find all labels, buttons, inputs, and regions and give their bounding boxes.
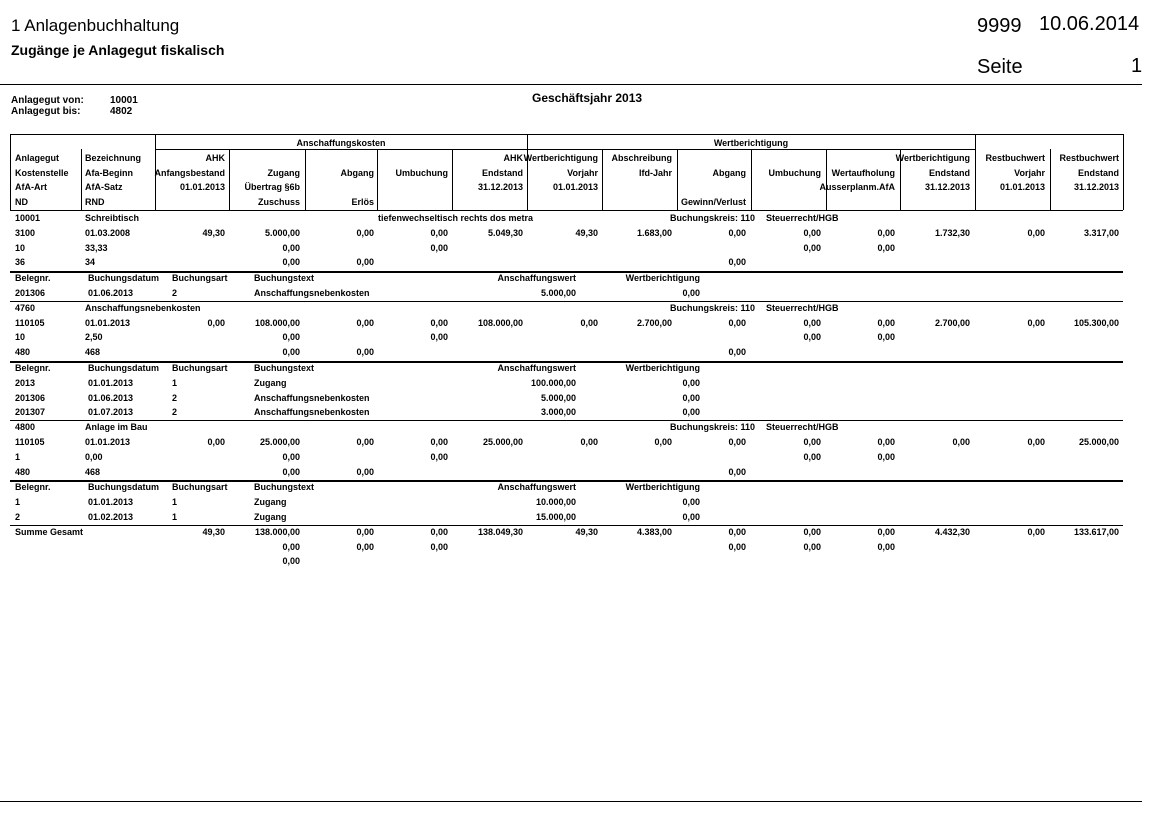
- asset-value: 0,00: [803, 242, 821, 253]
- column-header-8-0: Abschreibung: [611, 153, 672, 163]
- asset-value: 0,00: [282, 242, 300, 253]
- total-value: 138.000,00: [254, 526, 300, 537]
- column-divider: [751, 149, 752, 210]
- asset-name: Anlage im Bau: [85, 422, 148, 433]
- asset-value: 49,30: [202, 227, 225, 238]
- posting-value: 0,00: [682, 407, 700, 418]
- asset-value: 0,00: [803, 227, 821, 238]
- asset-name: Anschaffungsnebenkosten: [85, 302, 201, 313]
- column-header-12-2: 31.12.2013: [924, 182, 970, 192]
- posting-header-aw: Anschaffungswert: [497, 363, 576, 373]
- asset-value: 0,00: [728, 347, 746, 358]
- asset-value: 110105: [15, 437, 45, 447]
- column-header-1-1: Afa-Beginn: [85, 168, 133, 178]
- asset-value: 0,00: [580, 317, 598, 328]
- posting-value: 5.000,00: [540, 288, 576, 298]
- column-header-7-2: 01.01.2013: [552, 182, 598, 192]
- posting-value: 2013: [15, 377, 36, 388]
- asset-id: 4800: [15, 422, 36, 433]
- column-header-1-3: RND: [85, 197, 105, 207]
- asset-value: 0,00: [85, 451, 103, 462]
- posting-value: 15.000,00: [535, 512, 576, 522]
- asset-value: 105.300,00: [1073, 317, 1119, 328]
- asset-value: 0,00: [430, 437, 448, 447]
- posting-header-text: Buchungstext: [254, 482, 315, 493]
- asset-value: 0,00: [728, 317, 746, 328]
- asset-recht: Steuerrecht/HGB: [766, 302, 839, 313]
- asset-value: 3100: [15, 227, 36, 238]
- posting-value: 201306: [15, 392, 46, 403]
- column-header-3-2: Übertrag §6b: [244, 182, 300, 192]
- total-value: 0,00: [877, 526, 895, 537]
- asset-value: 108.000,00: [477, 317, 523, 328]
- asset-value: 0,00: [282, 451, 300, 462]
- total-value: 133.617,00: [1073, 526, 1119, 537]
- total-value: 4.383,00: [636, 526, 672, 537]
- asset-value: 0,00: [207, 317, 225, 328]
- column-divider: [81, 149, 82, 210]
- asset-value: 468: [85, 347, 101, 358]
- posting-header-text: Buchungstext: [254, 363, 315, 373]
- posting-header-datum: Buchungsdatum: [88, 273, 159, 284]
- column-header-11-1: Wertaufholung: [831, 168, 895, 178]
- row-rule: [10, 525, 1123, 526]
- posting-value: Zugang: [254, 512, 287, 522]
- column-header-13-2: 01.01.2013: [999, 182, 1045, 192]
- posting-value: 01.02.2013: [88, 512, 134, 522]
- posting-value: Anschaffungsnebenkosten: [254, 407, 370, 418]
- posting-value: Anschaffungsnebenkosten: [254, 392, 370, 403]
- asset-value: 5.000,00: [264, 227, 300, 238]
- column-header-3-1: Zugang: [267, 168, 300, 178]
- column-header-10-1: Umbuchung: [768, 168, 821, 178]
- row-rule: [10, 420, 1123, 421]
- total-value: 0,00: [728, 541, 746, 552]
- posting-value: 0,00: [682, 392, 700, 403]
- asset-value: 0,00: [356, 466, 374, 477]
- asset-value: 0,00: [877, 332, 895, 343]
- asset-value: 2,50: [85, 332, 103, 343]
- posting-header-aw: Anschaffungswert: [497, 273, 576, 284]
- asset-buchungskreis: Buchungskreis: 110: [669, 302, 755, 313]
- asset-value: 0,00: [282, 347, 300, 358]
- asset-value: 0,00: [356, 227, 374, 238]
- asset-value: 0,00: [430, 242, 448, 253]
- posting-value: 5.000,00: [540, 392, 576, 403]
- total-label: Summe Gesamt: [15, 526, 84, 537]
- company-title: 1 Anlagenbuchhaltung: [11, 16, 180, 35]
- posting-value: 2: [172, 392, 178, 403]
- posting-value: 01.01.2013: [88, 377, 134, 388]
- report-date: 10.06.2014: [1039, 13, 1140, 35]
- page-number: 1: [1131, 55, 1143, 77]
- column-header-0-3: ND: [15, 197, 28, 207]
- column-header-0-1: Kostenstelle: [15, 168, 69, 178]
- posting-header-datum: Buchungsdatum: [88, 363, 159, 373]
- posting-value: Anschaffungsnebenkosten: [254, 288, 370, 298]
- asset-value: 0,00: [430, 451, 448, 462]
- range-from-label: Anlagegut von:: [11, 95, 84, 106]
- asset-value: 0,00: [430, 317, 448, 328]
- asset-value: 36: [15, 257, 26, 268]
- footer-rule: [0, 801, 1142, 802]
- asset-value: 0,00: [654, 437, 672, 447]
- column-header-8-1: lfd-Jahr: [638, 168, 672, 178]
- posting-value: 01.01.2013: [88, 497, 134, 508]
- column-header-7-0: Wertberichtigung: [523, 153, 598, 163]
- column-header-0-0: Anlagegut: [15, 153, 59, 163]
- total-value: 0,00: [803, 526, 821, 537]
- asset-value: 0,00: [282, 466, 300, 477]
- column-header-13-0: Restbuchwert: [985, 153, 1045, 163]
- asset-value: 0,00: [430, 227, 448, 238]
- asset-value: 0,00: [877, 451, 895, 462]
- posting-value: 201307: [15, 407, 46, 418]
- asset-name: Schreibtisch: [85, 213, 140, 223]
- row-rule: [10, 210, 1123, 211]
- posting-value: 0,00: [682, 497, 700, 508]
- asset-recht: Steuerrecht/HGB: [766, 213, 839, 223]
- posting-value: 1: [15, 497, 21, 508]
- asset-value: 01.03.2008: [85, 227, 131, 238]
- asset-value: 10: [15, 332, 26, 343]
- total-value: 0,00: [1027, 526, 1045, 537]
- asset-value: 01.01.2013: [85, 317, 131, 328]
- posting-header-datum: Buchungsdatum: [88, 482, 159, 493]
- asset-value: 1.732,30: [934, 227, 970, 238]
- total-value: 0,00: [356, 541, 374, 552]
- column-header-0-2: AfA-Art: [15, 182, 47, 192]
- asset-value: 2.700,00: [934, 317, 970, 328]
- column-header-14-2: 31.12.2013: [1073, 182, 1119, 192]
- posting-value: Zugang: [254, 497, 287, 508]
- column-divider: [305, 149, 306, 210]
- column-divider: [1050, 149, 1051, 210]
- asset-value: 33,33: [85, 242, 108, 253]
- asset-value: 110105: [15, 317, 45, 328]
- column-header-6-2: 31.12.2013: [477, 182, 523, 192]
- asset-value: 10: [15, 242, 26, 253]
- asset-value: 0,00: [580, 437, 598, 447]
- column-header-11-2: Ausserplanm.AfA: [819, 182, 895, 192]
- range-from-value: 10001: [110, 95, 138, 106]
- row-rule: [155, 149, 975, 150]
- posting-value: 1: [172, 497, 178, 508]
- posting-value: 3.000,00: [540, 407, 576, 418]
- asset-value: 0,00: [952, 437, 970, 447]
- asset-value: 480: [15, 347, 31, 358]
- page-label: Seite: [977, 56, 1023, 78]
- column-header-1-0: Bezeichnung: [85, 153, 142, 163]
- column-divider: [229, 149, 230, 210]
- column-header-13-1: Vorjahr: [1014, 168, 1045, 178]
- posting-header-wb: Wertberichtigung: [625, 482, 700, 493]
- range-to-label: Anlagegut bis:: [11, 106, 81, 117]
- column-header-9-1: Abgang: [712, 168, 746, 178]
- total-value: 0,00: [877, 541, 895, 552]
- column-header-9-3: Gewinn/Verlust: [680, 197, 746, 207]
- column-header-2-2: 01.01.2013: [179, 182, 225, 192]
- asset-value: 0,00: [728, 466, 746, 477]
- asset-note: tiefenwechseltisch rechts dos metra: [378, 213, 534, 223]
- posting-value: 0,00: [682, 512, 700, 522]
- posting-header-beleg: Belegnr.: [15, 482, 51, 493]
- posting-header-wb: Wertberichtigung: [625, 273, 700, 284]
- asset-value: 0,00: [207, 437, 225, 447]
- asset-value: 25.000,00: [1078, 437, 1119, 447]
- report-title: Zugänge je Anlagegut fiskalisch: [11, 42, 225, 58]
- column-header-2-0: AHK: [205, 153, 225, 163]
- asset-recht: Steuerrecht/HGB: [766, 422, 839, 433]
- total-value: 0,00: [803, 541, 821, 552]
- posting-header-art: Buchungsart: [172, 273, 228, 284]
- total-value: 0,00: [430, 526, 448, 537]
- posting-value: 1: [172, 512, 178, 522]
- total-value: 0,00: [356, 526, 374, 537]
- asset-buchungskreis: Buchungskreis: 110: [669, 422, 755, 433]
- asset-value: 468: [85, 466, 101, 477]
- asset-value: 0,00: [1027, 317, 1045, 328]
- asset-value: 1: [15, 451, 21, 462]
- column-divider: [377, 149, 378, 210]
- column-header-7-1: Vorjahr: [567, 168, 598, 178]
- column-divider: [677, 149, 678, 210]
- posting-header-aw: Anschaffungswert: [497, 482, 576, 493]
- posting-header-text: Buchungstext: [254, 273, 315, 284]
- asset-value: 0,00: [877, 437, 895, 447]
- asset-value: 0,00: [877, 317, 895, 328]
- posting-value: 0,00: [682, 377, 700, 388]
- column-header-12-0: Wertberichtigung: [895, 153, 970, 163]
- posting-value: 01.06.2013: [88, 288, 134, 298]
- asset-value: 0,00: [803, 437, 821, 447]
- asset-value: 0,00: [803, 317, 821, 328]
- row-rule: [10, 134, 1123, 135]
- asset-value: 3.317,00: [1083, 227, 1119, 238]
- row-rule: [10, 301, 1123, 302]
- posting-value: 2: [172, 288, 178, 298]
- posting-value: 01.07.2013: [88, 407, 134, 418]
- asset-value: 108.000,00: [254, 317, 300, 328]
- column-header-14-0: Restbuchwert: [1059, 153, 1119, 163]
- column-divider: [452, 149, 453, 210]
- posting-value: 100.000,00: [530, 377, 576, 388]
- asset-value: 25.000,00: [482, 437, 523, 447]
- header-rule: [0, 84, 1142, 85]
- asset-value: 0,00: [282, 257, 300, 268]
- group-header-depreciation: Wertberichtigung: [713, 138, 789, 148]
- column-header-14-1: Endstand: [1077, 168, 1119, 178]
- asset-value: 25.000,00: [259, 437, 300, 447]
- asset-value: 480: [15, 466, 31, 477]
- asset-value: 0,00: [877, 227, 895, 238]
- asset-value: 0,00: [728, 227, 746, 238]
- posting-value: 10.000,00: [535, 497, 576, 508]
- column-divider: [10, 134, 11, 210]
- column-divider: [1123, 134, 1124, 210]
- asset-buchungskreis: Buchungskreis: 110: [669, 213, 755, 223]
- posting-header-beleg: Belegnr.: [15, 273, 51, 284]
- column-header-5-1: Umbuchung: [395, 168, 448, 178]
- column-divider: [527, 134, 528, 210]
- asset-value: 0,00: [728, 257, 746, 268]
- asset-value: 5.049,30: [487, 227, 523, 238]
- total-value: 138.049,30: [477, 526, 523, 537]
- asset-value: 0,00: [282, 332, 300, 343]
- posting-header-beleg: Belegnr.: [15, 363, 51, 373]
- posting-value: 0,00: [682, 288, 700, 298]
- column-header-6-0: AHK: [503, 153, 523, 163]
- asset-value: 0,00: [356, 437, 374, 447]
- asset-value: 0,00: [430, 332, 448, 343]
- asset-value: 0,00: [1027, 437, 1045, 447]
- total-value: 0,00: [282, 556, 300, 567]
- posting-value: 201306: [15, 288, 46, 298]
- column-header-2-1: Anfangsbestand: [154, 168, 225, 178]
- total-value: 49,30: [202, 526, 225, 537]
- posting-value: 01.06.2013: [88, 392, 134, 403]
- asset-value: 01.01.2013: [85, 437, 131, 447]
- column-header-1-2: AfA-Satz: [85, 182, 123, 192]
- asset-value: 49,30: [575, 227, 598, 238]
- posting-value: 1: [172, 377, 178, 388]
- asset-value: 0,00: [356, 347, 374, 358]
- column-header-12-1: Endstand: [928, 168, 970, 178]
- total-value: 4.432,30: [934, 526, 970, 537]
- total-value: 0,00: [728, 526, 746, 537]
- group-header-acquisition: Anschaffungskosten: [296, 138, 386, 148]
- asset-value: 2.700,00: [636, 317, 672, 328]
- asset-value: 0,00: [803, 451, 821, 462]
- client-number: 9999: [977, 15, 1022, 37]
- asset-value: 34: [85, 257, 96, 268]
- posting-header-art: Buchungsart: [172, 363, 228, 373]
- column-divider: [826, 149, 827, 210]
- posting-header-wb: Wertberichtigung: [625, 363, 700, 373]
- asset-value: 0,00: [803, 332, 821, 343]
- posting-value: 2: [172, 407, 178, 418]
- asset-value: 1.683,00: [636, 227, 672, 238]
- asset-value: 0,00: [1027, 227, 1045, 238]
- asset-value: 0,00: [356, 257, 374, 268]
- posting-header-art: Buchungsart: [172, 482, 228, 493]
- column-header-3-3: Zuschuss: [257, 197, 300, 207]
- fiscal-year: Geschäftsjahr 2013: [532, 91, 643, 105]
- column-divider: [602, 149, 603, 210]
- asset-value: 0,00: [877, 242, 895, 253]
- column-header-4-1: Abgang: [340, 168, 374, 178]
- column-divider: [975, 134, 976, 210]
- total-value: 49,30: [575, 526, 598, 537]
- total-value: 0,00: [282, 541, 300, 552]
- posting-value: 2: [15, 512, 21, 522]
- total-value: 0,00: [430, 541, 448, 552]
- asset-id: 10001: [15, 213, 41, 223]
- asset-id: 4760: [15, 302, 36, 313]
- asset-value: 0,00: [356, 317, 374, 328]
- column-header-6-1: Endstand: [481, 168, 523, 178]
- column-header-4-3: Erlös: [351, 197, 374, 207]
- posting-value: Zugang: [254, 377, 287, 388]
- range-to-value: 4802: [110, 106, 133, 117]
- asset-value: 0,00: [728, 437, 746, 447]
